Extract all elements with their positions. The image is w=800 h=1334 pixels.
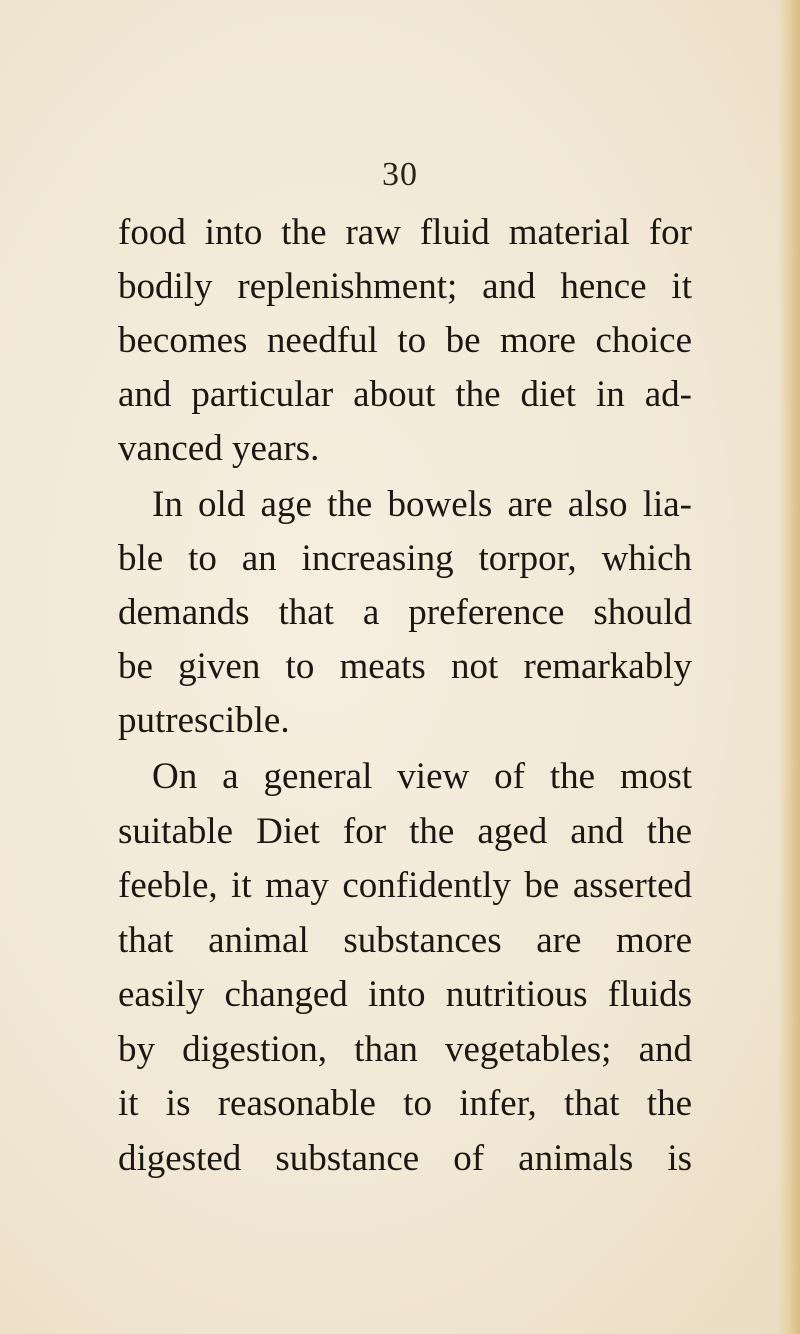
- text-line: easily changed into nutritious fluids: [118, 974, 692, 1015]
- text-line: suitable Diet for the aged and the: [118, 810, 692, 852]
- text-line: becomes needful to be more choice: [118, 320, 692, 361]
- text-line: digested substance of animals is: [118, 1137, 692, 1179]
- paragraph-2: [118, 478, 692, 748]
- text-line: On a general view of the most: [152, 756, 692, 797]
- paragraph-3: [118, 750, 692, 1186]
- text-line: food into the raw fluid material for: [118, 212, 692, 253]
- text-line: demands that a preference should: [118, 592, 692, 633]
- text-line: that animal substances are more: [118, 919, 692, 961]
- text-line: ble to an increasing torpor, which: [118, 538, 692, 579]
- text-line: putrescible.: [118, 700, 290, 741]
- text-line: feeble, it may confidently be asserted: [118, 865, 692, 906]
- text-line: vanced years.: [118, 428, 320, 469]
- text-line: In old age the bowels are also lia-: [152, 484, 692, 525]
- page-edge-shading: [778, 0, 800, 1334]
- paragraph-1: [118, 206, 692, 476]
- text-line: by digestion, than vegetables; and: [118, 1028, 692, 1070]
- text-line: bodily replenishment; and hence it: [118, 266, 692, 307]
- text-line: it is reasonable to infer, that the: [118, 1083, 692, 1124]
- page-number: 30: [382, 156, 418, 193]
- text-line: be given to meats not remarkably: [118, 646, 692, 687]
- text-line: and particular about the diet in ad-: [118, 374, 692, 415]
